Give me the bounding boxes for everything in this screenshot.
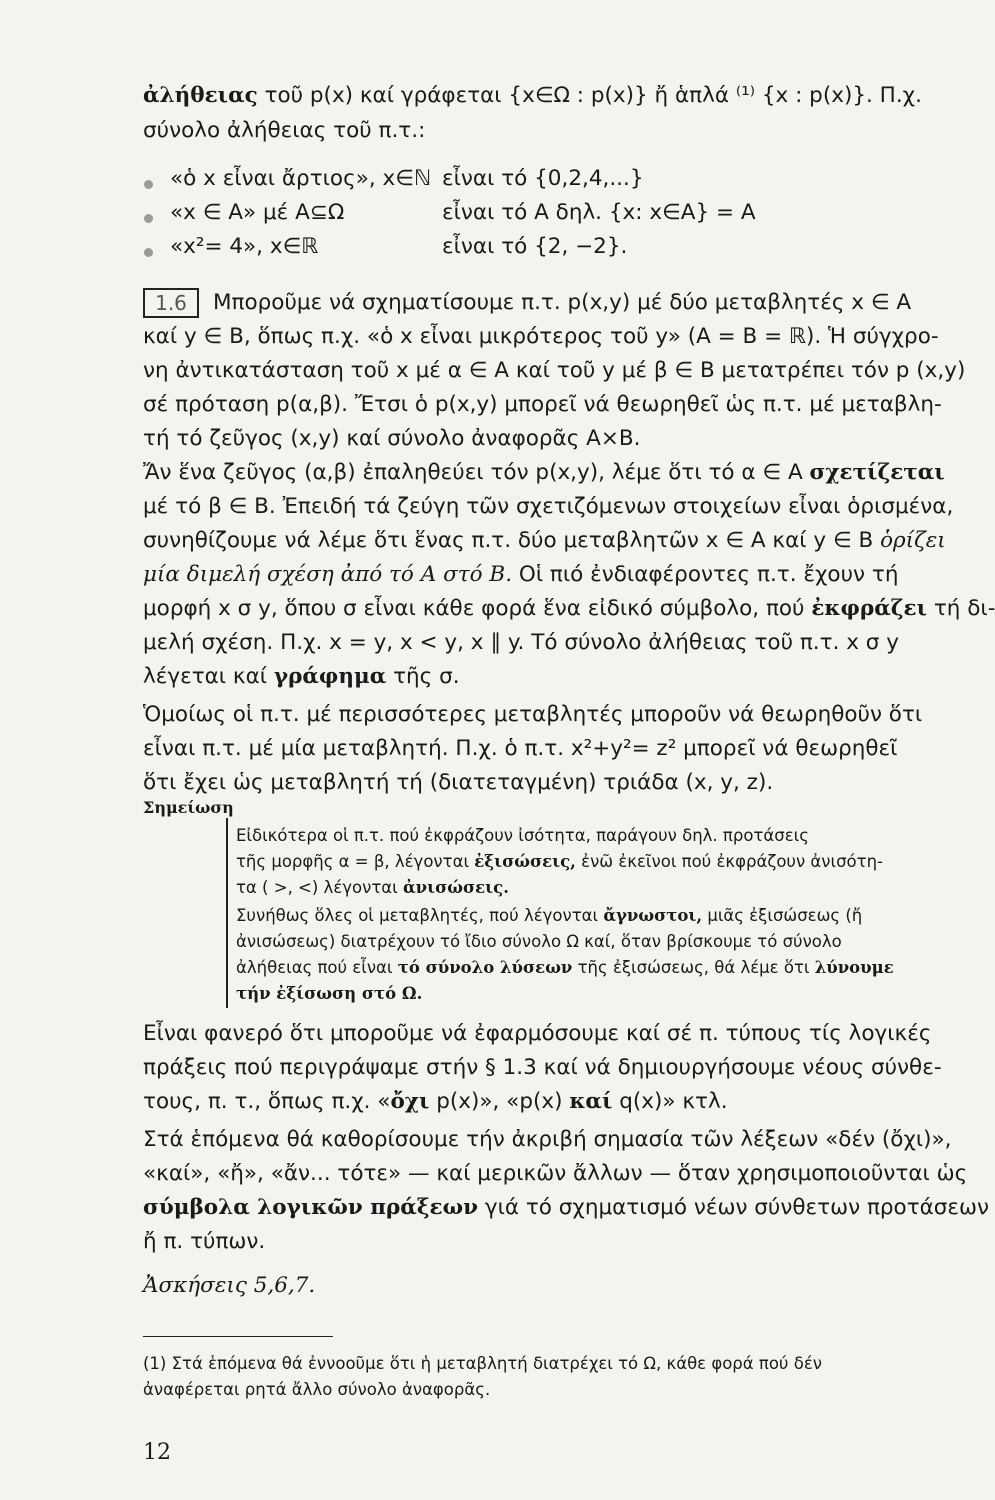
- note-line: ἀλήθειας πού εἶναι τό σύνολο λύσεων τῆς ἐξισώσεως, θά λέμε ὅτι λύνουμε: [236, 958, 894, 977]
- text-line: νη ἀντικατάσταση τοῦ x μέ α ∈ A καί τοῦ y μέ β ∈ B μετατρέπει τόν p (x,y): [143, 358, 966, 383]
- example-right: εἶναι τό {2, −2}.: [442, 234, 628, 259]
- text-line: πράξεις πού περιγράψαμε στήν § 1.3 καί νά δημιουργήσουμε νέους σύνθε-: [143, 1055, 942, 1080]
- text-line: ἤ π. τύπων.: [143, 1229, 266, 1254]
- text-line: συνηθίζουμε νά λέμε ὅτι ἕνας π.τ. δύο μεταβλητῶν x ∈ A καί y ∈ B ὁρίζει: [143, 528, 946, 553]
- bullet-icon: [144, 214, 153, 223]
- example-left: «ὁ x εἶναι ἄρτιος», x∈ℕ: [170, 166, 432, 191]
- footnote-line: ἀναφέρεται ρητά ἄλλο σύνολο ἀναφορᾶς.: [143, 1380, 491, 1399]
- text-line: λέγεται καί γράφημα τῆς σ.: [143, 664, 460, 689]
- bold-term: ὄχι: [390, 1089, 430, 1114]
- bold-term: ἐξισώσεις,: [474, 852, 576, 871]
- text-line: τους, π. τ., ὅπως π.χ. «ὄχι p(x)», «p(x) καί q(x)» κτλ.: [143, 1089, 728, 1114]
- text-line: καί y ∈ B, ὅπως π.χ. «ὁ x εἶναι μικρότερος τοῦ y» (A = B = ℝ). Ἡ σύγχρο-: [143, 324, 939, 349]
- italic-term: μία διμελή σχέση ἀπό τό A στό B.: [143, 562, 513, 587]
- text-line: σύνολο ἀλήθειας τοῦ π.τ.:: [143, 118, 426, 143]
- text-line: μορφή x σ y, ὅπου σ εἶναι κάθε φορά ἕνα εἰδικό σύμβολο, πού ἐκφράζει τή δι-: [143, 596, 995, 621]
- section-number-box: 1.6: [143, 288, 199, 318]
- text-line: σέ πρόταση p(α,β). Ἔτσι ὁ p(x,y) μπορεῖ νά θεωρηθεῖ ὡς π.τ. μέ μεταβλη-: [143, 392, 942, 417]
- text-line: ὅτι ἔχει ὡς μεταβλητή τή (διατεταγμένη) τριάδα (x, y, z).: [143, 770, 774, 795]
- example-right: εἶναι τό {0,2,4,...}: [442, 166, 644, 191]
- text-line: ἀλήθειας τοῦ p(x) καί γράφεται {x∈Ω : p(x)} ἤ ἁπλά ⁽¹⁾ {x : p(x)}. Π.χ.: [143, 83, 922, 108]
- text-line: μελή σχέση. Π.χ. x = y, x < y, x ∥ y. Τό σύνολο ἀλήθειας τοῦ π.τ. x σ y: [143, 630, 899, 655]
- note-line: Εἰδικότερα οἱ π.τ. πού ἐκφράζουν ἰσότητα, παράγουν δηλ. προτάσεις: [236, 826, 809, 845]
- bullet-icon: [144, 248, 153, 257]
- bold-term: ἀλήθειας: [143, 83, 258, 108]
- bold-term: σύμβολα λογικῶν πράξεων: [143, 1195, 479, 1220]
- text-line: Εἶναι φανερό ὅτι μποροῦμε νά ἐφαρμόσουμε καί σέ π. τύπους τίς λογικές: [143, 1021, 932, 1046]
- bold-term: λύνουμε: [814, 958, 894, 977]
- note-line: τα ( >, <) λέγονται ἀνισώσεις.: [236, 878, 509, 897]
- example-left: «x²= 4», x∈ℝ: [170, 234, 319, 259]
- text-line: μέ τό β ∈ B. Ἐπειδή τά ζεύγη τῶν σχετιζόμενων στοιχείων εἶναι ὁρισμένα,: [143, 494, 954, 519]
- note-line: τῆς μορφῆς α = β, λέγονται ἐξισώσεις, ἐνῶ ἐκεῖνοι πού ἐκφράζουν ἀνισότη-: [236, 852, 884, 871]
- bold-term: ἀνισώσεις.: [402, 878, 509, 897]
- bold-term: ἄγνωστοι,: [603, 906, 703, 925]
- text-line: Ὁμοίως οἱ π.τ. μέ περισσότερες μεταβλητές μποροῦν νά θεωρηθοῦν ὅτι: [143, 702, 923, 727]
- text-line: Μποροῦμε νά σχηματίσουμε π.τ. p(x,y) μέ δύο μεταβλητές x ∈ A: [213, 290, 912, 315]
- bold-term: ἐκφράζει: [811, 596, 928, 621]
- text-line: Στά ἑπόμενα θά καθορίσουμε τήν ἀκριβή σημασία τῶν λέξεων «δέν (ὄχι)»,: [143, 1127, 952, 1152]
- bold-term: καί: [569, 1089, 613, 1114]
- note-line: Συνήθως ὅλες οἱ μεταβλητές, πού λέγονται ἄγνωστοι, μιᾶς ἐξισώσεως (ἤ: [236, 906, 863, 925]
- bold-term: τό σύνολο λύσεων: [397, 958, 573, 977]
- bullet-icon: [144, 180, 153, 189]
- bold-term: τήν ἐξίσωση στό Ω.: [236, 984, 423, 1003]
- text-line: εἶναι π.τ. μέ μία μεταβλητή. Π.χ. ὁ π.τ. x²+y²= z² μπορεῖ νά θεωρηθεῖ: [143, 736, 898, 761]
- note-line: ἀνισώσεως) διατρέχουν τό ἴδιο σύνολο Ω καί, ὅταν βρίσκουμε τό σύνολο: [236, 932, 842, 951]
- text-line: Ἄν ἕνα ζεῦγος (α,β) ἐπαληθεύει τόν p(x,y), λέμε ὅτι τό α ∈ A σχετίζεται: [143, 460, 945, 485]
- note-title: Σημείωση: [143, 798, 234, 817]
- text-line: σύμβολα λογικῶν πράξεων γιά τό σχηματισμό νέων σύνθετων προτάσεων: [143, 1195, 990, 1220]
- text-line: τή τό ζεῦγος (x,y) καί σύνολο ἀναφορᾶς A×B.: [143, 426, 641, 451]
- exercises-reference: Ἀσκήσεις 5,6,7.: [143, 1273, 316, 1298]
- text-line: μία διμελή σχέση ἀπό τό A στό B. Οἱ πιό ἐνδιαφέροντες π.τ. ἔχουν τή: [143, 562, 899, 587]
- example-right: εἶναι τό A δηλ. {x: x∈A} = A: [442, 200, 756, 225]
- note-line: [236, 982, 422, 1006]
- text-line: «καί», «ἤ», «ἄν... τότε» — καί μερικῶν ἄλλων — ὅταν χρησιμοποιοῦνται ὡς: [143, 1161, 968, 1186]
- footnote-divider: [143, 1336, 333, 1337]
- footnote-line: (1) Στά ἑπόμενα θά ἐννοοῦμε ὅτι ἡ μεταβλητή διατρέχει τό Ω, κάθε φορά πού δέν: [143, 1354, 822, 1373]
- bold-term: σχετίζεται: [809, 460, 945, 485]
- italic-term: ὁρίζει: [880, 528, 946, 553]
- bold-term: γράφημα: [273, 664, 387, 689]
- example-left: «x ∈ A» μέ A⊆Ω: [170, 200, 345, 225]
- note-sidebar-line: [226, 818, 228, 1008]
- page-number: 12: [143, 1440, 171, 1465]
